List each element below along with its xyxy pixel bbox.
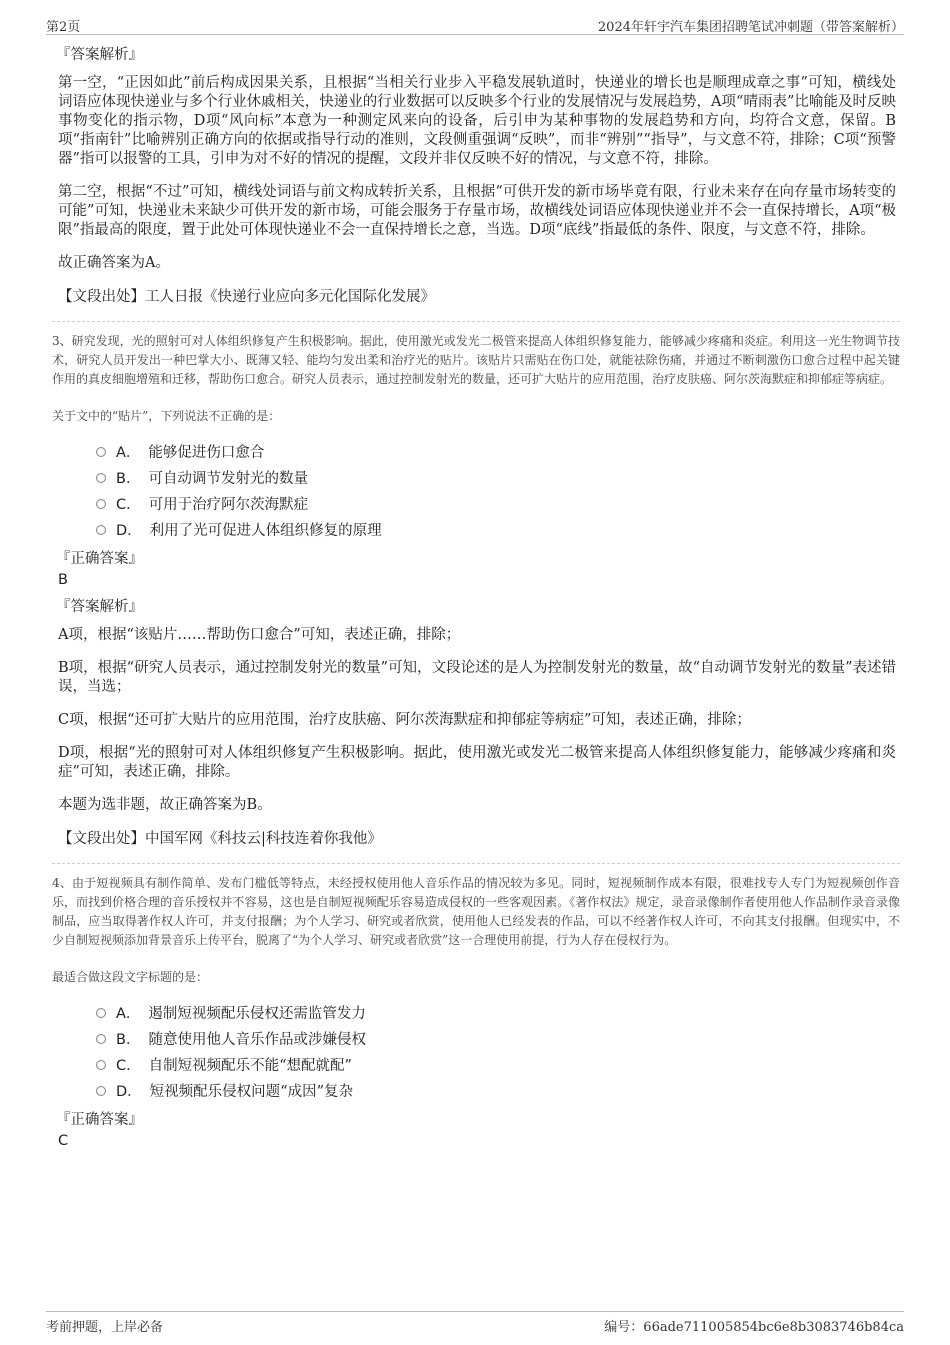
radio-icon[interactable] <box>96 1086 106 1096</box>
question-divider <box>52 863 900 864</box>
document-title: 2024年轩宇汽车集团招聘笔试冲刺题（带答案解析） <box>597 20 904 35</box>
option-text: 可用于治疗阿尔茨海默症 <box>148 497 309 513</box>
option-text: 自制短视频配乐不能“想配就配” <box>148 1058 352 1074</box>
answer-conclusion: 本题为选非题，故正确答案为B。 <box>58 797 272 813</box>
analysis-label: 『答案解析』 <box>56 599 143 615</box>
question-text: 3、研究发现，光的照射可对人体组织修复产生积极影响。据此，使用激光或发光二极管来提高人体组织修复能力，能够减少疼痛和炎症。利用这一光生物调节技术，研究人员开发出一种巴掌大小、既薄又轻、能均匀发出柔和治疗光的贴片。该贴片只需贴在伤口处，就能祛除伤痛，并通过不断刺激伤口愈合过程中起关键作用的真皮细胞增殖和迁移，帮助伤口愈合。研究人员表示，通过控制发射光的数量，还可扩大贴片的应用范围，治疗皮肤癌、阿尔茨海默症和抑郁症等病症。 <box>52 334 900 386</box>
source-citation: 【文段出处】工人日报《快递行业应向多元化国际化发展》 <box>58 289 435 305</box>
question-4 <box>52 874 900 1151</box>
option-text: 可自动调节发射光的数量 <box>148 471 308 487</box>
correct-answer: C <box>58 1133 69 1149</box>
page-header <box>46 12 904 35</box>
option-text: 能够促进伤口愈合 <box>148 445 265 461</box>
footer-slogan: 考前押题，上岸必备 <box>46 1320 164 1335</box>
answer-conclusion: 故正确答案为A。 <box>58 255 170 271</box>
option-list <box>56 440 896 544</box>
question-divider <box>52 321 900 322</box>
option-b[interactable] <box>96 1027 896 1053</box>
analysis-label: 『答案解析』 <box>56 47 143 63</box>
option-d[interactable] <box>96 518 896 544</box>
correct-answer: B <box>58 572 68 588</box>
analysis-item: C项，根据“还可扩大贴片的应用范围，治疗皮肤癌、阿尔茨海默症和抑郁症等病症”可知，表述正确，排除； <box>58 712 751 728</box>
option-a[interactable] <box>96 440 896 466</box>
option-list <box>56 1001 896 1105</box>
radio-icon[interactable] <box>96 499 106 509</box>
option-c[interactable] <box>96 492 896 518</box>
radio-icon[interactable] <box>96 525 106 535</box>
option-letter: B． <box>116 1032 141 1048</box>
question-text: 4、由于短视频具有制作简单、发布门槛低等特点，未经授权使用他人音乐作品的情况较为多见。同时，短视频制作成本有限，很难找专人专门为短视频创作音乐，而找到价格合理的音乐授权并不容易，这也是自制短视频配乐容易造成侵权的一些客观因素。《著作权法》规定，录音录像制作者使用他人作品制作录音录像制品，应当取得著作权人许可，并支付报酬；为个人学习、研究或者欣赏，使用他人已经发表的作品，可以不经著作权人许可，不向其支付报酬。但现实中，不少自制短视频添加背景音乐上传平台，脱离了“为个人学习、研究或者欣赏”这一合理使用前提，行为人存在侵权行为。 <box>52 876 900 947</box>
analysis-paragraph: 第一空，“正因如此”前后构成因果关系，且根据“当相关行业步入平稳发展轨道时，快递业的增长也是顺理成章之事”可知，横线处词语应体现快递业与多个行业休戚相关，快递业的行业数据可以反映多个行业的发展情况与发展趋势，A项“晴雨表”比喻能及时反映事物变化的指示物，D项“风向标”本意为一种测定风来向的设备，后引申为某种事物的发展趋势和方向，均符合文意，保留。B项“指南针”比喻辨别正确方向的依据或指导行动的准则，文段侧重强调“反映”，而非“辨别”“指导”，与文意不符，排除；C项“预警器”指可以报警的工具，引申为对不好的情况的提醒，文段并非仅反映不好的情况，与文意不符，排除。 <box>58 75 896 167</box>
page-number: 第2页 <box>46 20 81 35</box>
analysis-item: D项，根据“光的照射可对人体组织修复产生积极影响。据此，使用激光或发光二极管来提高人体组织修复能力，能够减少疼痛和炎症”可知，表述正确，排除。 <box>58 745 896 780</box>
option-letter: A． <box>116 1006 141 1022</box>
option-a[interactable] <box>96 1001 896 1027</box>
correct-answer-label: 『正确答案』 <box>56 551 143 567</box>
page-footer <box>46 1311 904 1336</box>
option-letter: C． <box>116 1058 141 1074</box>
analysis-item: B项，根据“研究人员表示，通过控制发射光的数量”可知，文段论述的是人为控制发射光的数量，故“自动调节发射光的数量”表述错误，当选； <box>58 660 896 695</box>
document-id: 编号：66ade711005854bc6e8b3083746b84ca <box>604 1320 904 1335</box>
option-letter: C． <box>116 497 141 513</box>
radio-icon[interactable] <box>96 447 106 457</box>
radio-icon[interactable] <box>96 1008 106 1018</box>
option-b[interactable] <box>96 466 896 492</box>
radio-icon[interactable] <box>96 473 106 483</box>
page-content <box>52 44 900 1157</box>
source-citation: 【文段出处】中国军网《科技云|科技连着你我他》 <box>58 831 382 847</box>
radio-icon[interactable] <box>96 1060 106 1070</box>
option-letter: D． <box>116 1084 142 1100</box>
radio-icon[interactable] <box>96 1034 106 1044</box>
option-text: 随意使用他人音乐作品或涉嫌侵权 <box>148 1032 366 1048</box>
question-prompt: 关于文中的“贴片”，下列说法不正确的是： <box>52 409 281 423</box>
option-text: 利用了光可促进人体组织修复的原理 <box>149 523 382 539</box>
analysis-item: A项，根据“该贴片……帮助伤口愈合”可知，表述正确，排除； <box>58 627 461 643</box>
option-letter: A． <box>116 445 141 461</box>
analysis-paragraph: 第二空，根据“不过”可知，横线处词语与前文构成转折关系，且根据“可供开发的新市场毕竟有限，行业未来存在向存量市场转变的可能”可知，快递业未来缺少可供开发的新市场，可能会服务于存量市场，故横线处词语应体现快递业并不会一直保持增长，A项“极限”指最高的限度，置于此处可体现快递业不会一直保持增长之意，当选。D项“底线”指最低的条件、限度，与文意不符，排除。 <box>58 184 896 238</box>
option-text: 遏制短视频配乐侵权还需监管发力 <box>148 1006 366 1022</box>
option-letter: D． <box>116 523 142 539</box>
correct-answer-label: 『正确答案』 <box>56 1112 143 1128</box>
option-d[interactable] <box>96 1079 896 1105</box>
option-letter: B． <box>116 471 141 487</box>
option-text: 短视频配乐侵权问题“成因”复杂 <box>149 1084 353 1100</box>
question-3 <box>52 332 900 849</box>
question-prompt: 最适合做这段文字标题的是： <box>52 970 209 984</box>
option-c[interactable] <box>96 1053 896 1079</box>
